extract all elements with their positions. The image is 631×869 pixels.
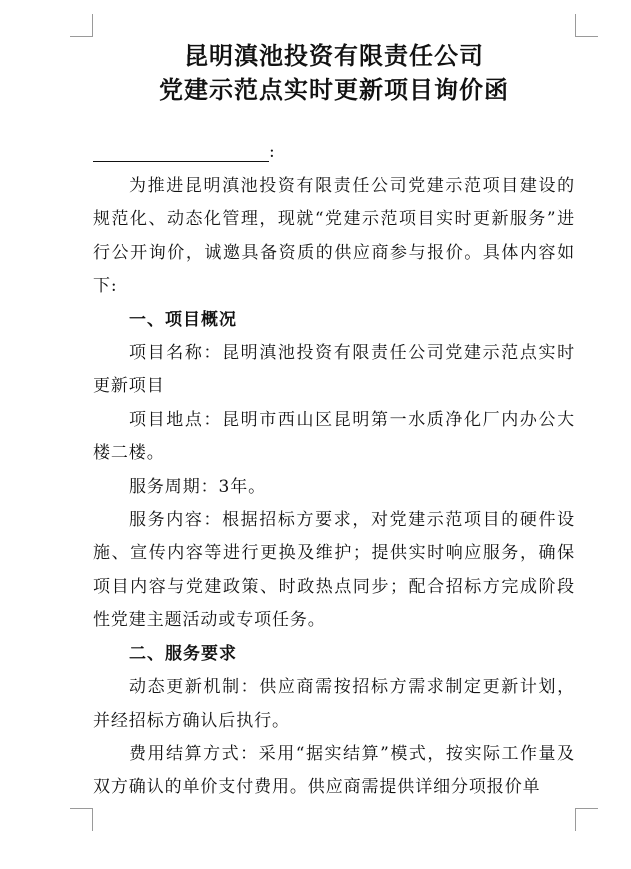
project-name-paragraph: 项目名称：昆明滇池投资有限责任公司党建示范点实时更新项目 [93,343,575,397]
document-title-line1: 昆明滇池投资有限责任公司 [184,42,484,70]
section-heading-service-requirements: 二、服务要求 [129,643,237,664]
document-title-line2: 党建示范点实时更新项目询价函 [159,76,509,104]
crop-mark-bottom-left [70,808,93,831]
update-mechanism-paragraph: 动态更新机制：供应商需按招标方需求制定更新计划，并经招标方确认后执行。 [93,677,575,731]
document-body [93,170,575,805]
crop-mark-top-right [575,14,598,37]
crop-mark-bottom-right [575,808,598,831]
settlement-method-paragraph: 费用结算方式：采用“据实结算”模式，按实际工作量及双方确认的单价支付费用。供应商需提供详细分项报价单 [93,743,575,798]
service-period-paragraph: 服务周期：3年。 [129,476,267,497]
intro-paragraph: 为推进昆明滇池投资有限责任公司党建示范项目建设的规范化、动态化管理，现就“党建示范项目实时更新服务”进行公开询价，诚邀具备资质的供应商参与报价。具体内容如下: [93,176,575,297]
salutation-colon: : [269,142,275,162]
service-content-paragraph: 服务内容：根据招标方要求，对党建示范项目的硬件设施、宣传内容等进行更换及维护；提供实时响应服务，确保项目内容与党建政策、时政热点同步；配合招标方完成阶段性党建主题活动或专项任务。 [93,510,575,631]
salutation [93,142,275,162]
section-heading-project-overview: 一、项目概况 [129,309,237,330]
addressee-blank-line [93,145,269,162]
project-location-paragraph: 项目地点：昆明市西山区昆明第一水质净化厂内办公大楼二楼。 [93,409,575,464]
crop-mark-top-left [70,14,93,37]
